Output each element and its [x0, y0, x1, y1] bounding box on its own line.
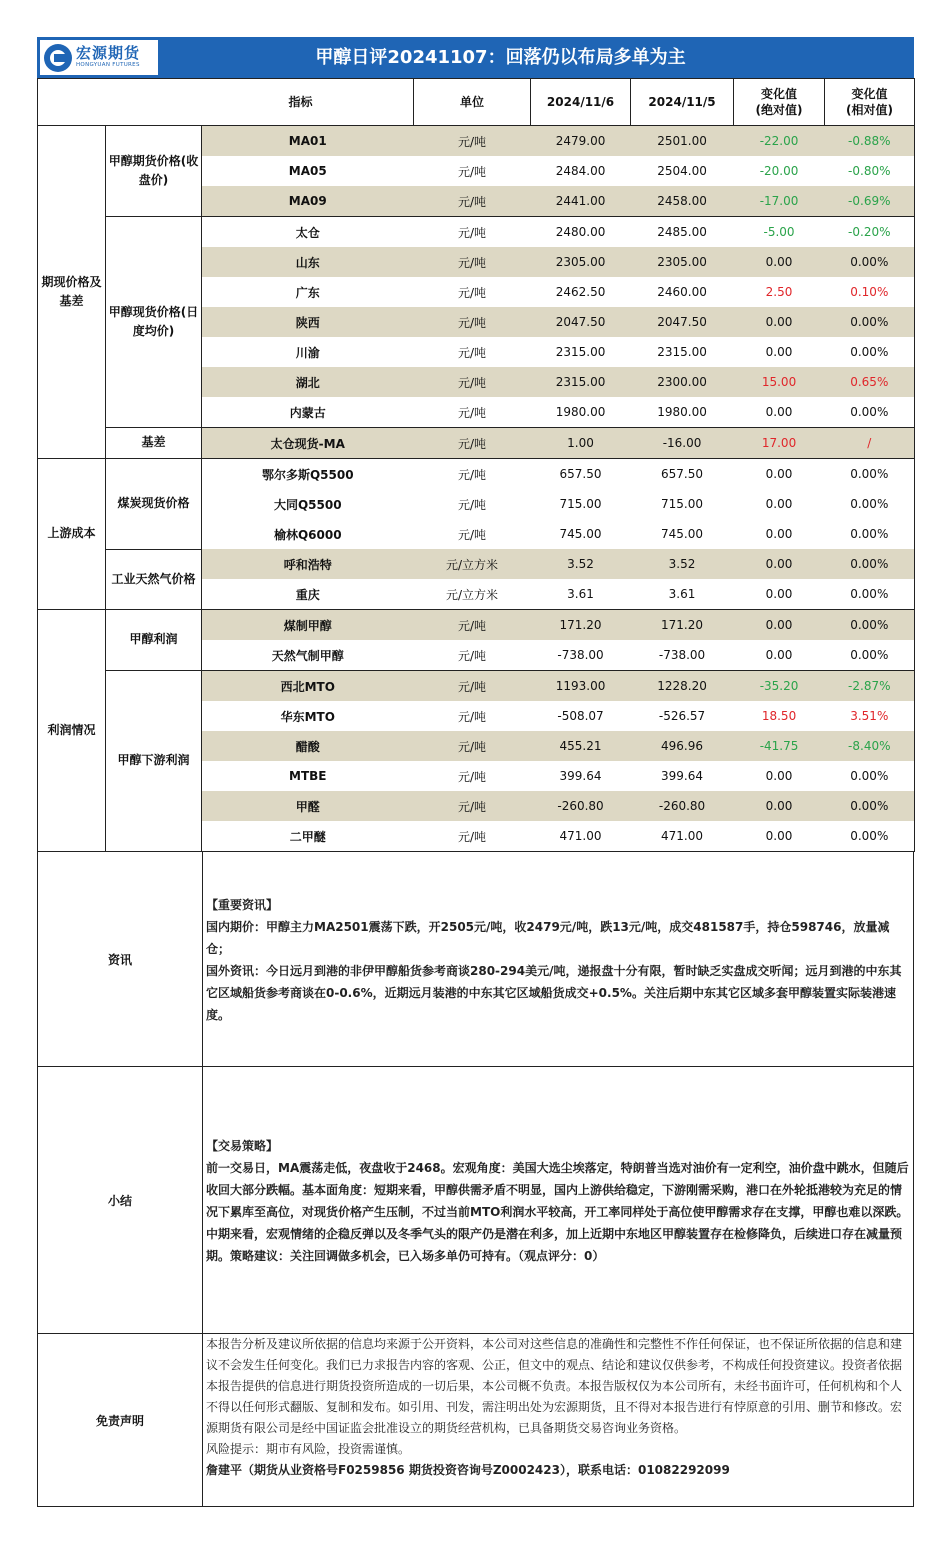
- col-rel-change: 变化值 (相对值): [825, 79, 915, 126]
- abs-change: 0.00: [765, 467, 793, 481]
- value-date2: 496.96: [631, 731, 734, 761]
- rel-change: -0.20%: [825, 217, 915, 248]
- abs-change: 17.00: [734, 428, 825, 459]
- unit-cell: 元/吨: [414, 671, 531, 702]
- rel-change: 0.00%: [825, 397, 915, 428]
- value-date1: -508.07: [557, 709, 604, 723]
- value-date1: 3.52: [531, 549, 631, 579]
- report: [37, 37, 914, 1507]
- unit-cell: 元/立方米: [414, 549, 531, 579]
- value-date1: 2047.50: [531, 307, 631, 337]
- col-abs-change: 变化值 (绝对值): [734, 79, 825, 126]
- abs-change: -41.75: [734, 731, 825, 761]
- abs-change: 0.00: [734, 579, 825, 610]
- rel-change: 0.00%: [825, 247, 915, 277]
- value-date1: 2480.00: [555, 225, 606, 239]
- rel-change: 0.10%: [825, 277, 915, 307]
- indicator-name: 太仓现货-MA: [202, 428, 414, 459]
- unit-cell: 元/吨: [458, 769, 487, 784]
- unit-cell: 元/吨: [414, 821, 531, 852]
- disclaimer-body: [203, 1334, 913, 1506]
- abs-change: 0.00: [734, 397, 825, 428]
- unit-cell: 元/吨: [458, 164, 487, 179]
- value-date1: 2305.00: [531, 247, 631, 277]
- value-date1: 3.61: [531, 579, 631, 610]
- unit-cell: 元/吨: [458, 467, 487, 482]
- summary-section: [37, 1067, 914, 1334]
- table-row: [38, 428, 915, 459]
- value-date2: -260.80: [631, 791, 734, 821]
- col-unit: 单位: [414, 79, 531, 126]
- value-date2: 1228.20: [631, 671, 734, 702]
- value-date2: 3.61: [631, 579, 734, 610]
- value-date1: 745.00: [559, 527, 602, 541]
- summary-text: 前一交易日，MA震荡走低，夜盘收于2468。宏观角度：美国大选尘埃落定，特朗普当选对油价有一定利空，油价盘中跳水，但随后收回大部分跌幅。基本面角度：短期来看，甲醇供需矛盾不明显，国内上游供给稳定，下游刚需采购，港口在外轮抵港较为充足的情况下累库至高位，对现货价格产生压制，不过当前MTO利润水平较高，开工率同样处于高位使甲醇需求存在支撑，甲醇也难以深跌。中期来看，宏观情绪的企稳反弹以及冬季气头的限产仍是潜在利多，加上近期中东地区甲醇装置存在检修降负，后续进口存在减量预期。策略建议：关注回调做多机会，已入场多单仍可持有。（观点评分：0）: [206, 1161, 909, 1263]
- summary-label: 小结: [38, 1067, 203, 1333]
- value-date2: 715.00: [661, 497, 704, 511]
- value-date1: 171.20: [531, 610, 631, 641]
- table-row: [38, 217, 915, 248]
- rel-change: 0.00%: [825, 337, 915, 367]
- value-date2: 2047.50: [631, 307, 734, 337]
- company-logo: [40, 40, 158, 75]
- indicator-name: 醋酸: [202, 731, 414, 761]
- value-date2: 3.52: [631, 549, 734, 579]
- unit-cell: 元/吨: [414, 126, 531, 157]
- value-date1: 455.21: [531, 731, 631, 761]
- indicator-name: MTBE: [289, 769, 327, 783]
- value-date1: 2441.00: [531, 186, 631, 217]
- value-date1: 657.50: [559, 467, 602, 481]
- indicator-name: 太仓: [295, 225, 320, 240]
- value-date2: 2315.00: [657, 345, 707, 359]
- value-date2: 2460.00: [657, 285, 707, 299]
- indicator-name: 华东MTO: [280, 709, 335, 724]
- news-section: [37, 852, 914, 1067]
- indicator-name: 呼和浩特: [202, 549, 414, 579]
- group-label: 期现价格及基差: [38, 126, 106, 459]
- unit-cell: 元/吨: [458, 225, 487, 240]
- value-date2: 2504.00: [657, 164, 707, 178]
- indicator-name: 内蒙古: [202, 397, 414, 428]
- abs-change: 2.50: [765, 285, 793, 299]
- indicator-name: 重庆: [202, 579, 414, 610]
- unit-cell: 元/吨: [414, 428, 531, 459]
- logo-name-en: HONGYUAN FUTURES: [76, 62, 140, 69]
- abs-change: 0.00: [765, 769, 793, 783]
- indicator-name: 陕西: [202, 307, 414, 337]
- value-date1: 399.64: [559, 769, 602, 783]
- value-date1: 1.00: [531, 428, 631, 459]
- news-label: 资讯: [38, 852, 203, 1066]
- abs-change: 0.00: [765, 527, 793, 541]
- value-date2: 171.20: [631, 610, 734, 641]
- subgroup-label: 甲醇现货价格(日度均价): [106, 217, 202, 428]
- abs-change: 0.00: [765, 497, 793, 511]
- analyst-contact: 詹建平（期货从业资格号F0259856 期货投资咨询号Z0002423），联系电话：01082292099: [206, 1463, 730, 1477]
- value-date2: 2501.00: [631, 126, 734, 157]
- value-date2: -526.57: [658, 709, 706, 723]
- value-date1: 1980.00: [531, 397, 631, 428]
- rel-change: 0.00%: [825, 519, 915, 549]
- rel-change: 0.00%: [825, 610, 915, 641]
- indicator-name: 煤制甲醇: [202, 610, 414, 641]
- news-foreign: 国外资讯：今日远月到港的非伊甲醇船货参考商谈280-294美元/吨，递报盘十分有限，暂时缺乏实盘成交听闻；远月到港的中东其它区域船货参考商谈在0-0.6%，近期远月装港的中东其它区域船货成交+0.5%。关注后期中东其它区域多套甲醇装置实际装港速度。: [206, 964, 902, 1022]
- unit-cell: 元/吨: [414, 731, 531, 761]
- rel-change: 3.51%: [825, 701, 915, 731]
- indicator-name: 山东: [202, 247, 414, 277]
- value-date1: 2315.00: [555, 345, 606, 359]
- abs-change: 0.00: [734, 549, 825, 579]
- unit-cell: 元/吨: [414, 307, 531, 337]
- unit-cell: 元/立方米: [414, 579, 531, 610]
- title-bar: [37, 37, 914, 78]
- value-date1: 2479.00: [531, 126, 631, 157]
- summary-heading: 【交易策略】: [206, 1139, 279, 1153]
- col-indicator: 指标: [38, 79, 414, 126]
- rel-change: 0.00%: [825, 549, 915, 579]
- rel-change: -8.40%: [825, 731, 915, 761]
- indicator-name: 甲醛: [202, 791, 414, 821]
- abs-change: -22.00: [734, 126, 825, 157]
- value-date2: 2485.00: [657, 225, 707, 239]
- news-heading: 【重要资讯】: [206, 898, 279, 912]
- value-date1: 2315.00: [531, 367, 631, 397]
- report-title: 甲醇日评20241107：回落仍以布局多单为主: [315, 47, 686, 68]
- subgroup-label: 工业天然气价格: [106, 549, 202, 610]
- abs-change: 18.50: [761, 709, 797, 723]
- news-body: [203, 852, 913, 1066]
- group-label: 利润情况: [38, 610, 106, 852]
- disclaimer-text: 本报告分析及建议所依据的信息均来源于公开资料，本公司对这些信息的准确性和完整性不作任何保证，也不保证所依据的信息和建议不会发生任何变化。我们已力求报告内容的客观、公正，但文中的观点、结论和建议仅供参考，不构成任何投资建议。投资者依据本报告提供的信息进行期货投资所造成的一切后果，本公司概不负责。本报告版权仅为本公司所有，未经书面许可，任何机构和个人不得以任何形式翻版、复制和发布。如引用、刊发，需注明出处为宏源期货，且不得对本报告进行有悖原意的引用、删节和修改。宏源期货有限公司是经中国证监会批准设立的期货经营机构，已具备期货交易咨询业务资格。: [206, 1337, 903, 1435]
- rel-change: -0.88%: [825, 126, 915, 157]
- indicator-name: 天然气制甲醇: [202, 640, 414, 671]
- col-date1: 2024/11/6: [531, 79, 631, 126]
- value-date1: 2484.00: [555, 164, 606, 178]
- unit-cell: 元/吨: [414, 791, 531, 821]
- risk-warning: 风险提示：期市有风险，投资需谨慎。: [206, 1442, 411, 1456]
- rel-change: 0.65%: [825, 367, 915, 397]
- indicator-name: 大同Q5500: [273, 497, 342, 512]
- unit-cell: 元/吨: [458, 527, 487, 542]
- unit-cell: 元/吨: [414, 610, 531, 641]
- value-date2: 399.64: [661, 769, 704, 783]
- table-row: [38, 126, 915, 157]
- rel-change: -0.80%: [825, 156, 915, 186]
- indicator-name: 鄂尔多斯Q5500: [261, 467, 354, 482]
- abs-change: -20.00: [759, 164, 799, 178]
- unit-cell: 元/吨: [414, 640, 531, 671]
- abs-change: 0.00: [734, 610, 825, 641]
- col-date2: 2024/11/5: [631, 79, 734, 126]
- abs-change: 0.00: [734, 821, 825, 852]
- rel-change: 0.00%: [825, 761, 915, 791]
- value-date2: 657.50: [661, 467, 704, 481]
- abs-change: 0.00: [734, 247, 825, 277]
- abs-change: 0.00: [765, 345, 793, 359]
- unit-cell: 元/吨: [414, 247, 531, 277]
- value-date1: 471.00: [531, 821, 631, 852]
- rel-change: 0.00%: [825, 791, 915, 821]
- value-date2: 745.00: [661, 527, 704, 541]
- abs-change: 0.00: [734, 307, 825, 337]
- abs-change: 0.00: [734, 791, 825, 821]
- rel-change: 0.00%: [825, 459, 915, 490]
- value-date2: 471.00: [631, 821, 734, 852]
- rel-change: -0.69%: [825, 186, 915, 217]
- indicator-name: 广东: [295, 285, 320, 300]
- unit-cell: 元/吨: [414, 186, 531, 217]
- indicator-name: MA01: [202, 126, 414, 157]
- unit-cell: 元/吨: [414, 397, 531, 428]
- indicator-table: [37, 78, 915, 852]
- value-date2: 2300.00: [631, 367, 734, 397]
- value-date2: 2458.00: [631, 186, 734, 217]
- subgroup-label: 甲醇期货价格(收盘价): [106, 126, 202, 217]
- indicator-name: 榆林Q6000: [273, 527, 342, 542]
- rel-change: 0.00%: [825, 640, 915, 671]
- indicator-name: MA05: [288, 164, 327, 178]
- subgroup-label: 甲醇利润: [106, 610, 202, 671]
- value-date1: -738.00: [531, 640, 631, 671]
- table-header: [38, 79, 915, 126]
- rel-change: 0.00%: [825, 307, 915, 337]
- subgroup-label: 基差: [106, 428, 202, 459]
- unit-cell: 元/吨: [414, 367, 531, 397]
- disclaimer-label: 免责声明: [38, 1334, 203, 1506]
- abs-change: -35.20: [734, 671, 825, 702]
- rel-change: /: [825, 428, 915, 459]
- value-date2: -738.00: [631, 640, 734, 671]
- table-row: [38, 610, 915, 641]
- unit-cell: 元/吨: [458, 345, 487, 360]
- subgroup-label: 甲醇下游利润: [106, 671, 202, 852]
- unit-cell: 元/吨: [458, 285, 487, 300]
- disclaimer-section: [37, 1334, 914, 1507]
- logo-name-cn: 宏源期货: [76, 44, 141, 63]
- value-date2: 1980.00: [631, 397, 734, 428]
- indicator-name: 西北MTO: [202, 671, 414, 702]
- value-date1: -260.80: [531, 791, 631, 821]
- abs-change: 15.00: [734, 367, 825, 397]
- table-row: [38, 549, 915, 579]
- indicator-name: 湖北: [202, 367, 414, 397]
- logo-mark-icon: [44, 44, 72, 72]
- indicator-name: 二甲醚: [202, 821, 414, 852]
- abs-change: 0.00: [734, 640, 825, 671]
- summary-body: [203, 1067, 913, 1333]
- value-date2: 2305.00: [631, 247, 734, 277]
- rel-change: 0.00%: [825, 821, 915, 852]
- rel-change: 0.00%: [825, 489, 915, 519]
- table-row: [38, 459, 915, 490]
- table-row: [38, 671, 915, 702]
- value-date1: 1193.00: [531, 671, 631, 702]
- rel-change: -2.87%: [825, 671, 915, 702]
- group-label: 上游成本: [38, 459, 106, 610]
- unit-cell: 元/吨: [458, 709, 487, 724]
- rel-change: 0.00%: [825, 579, 915, 610]
- subgroup-label: 煤炭现货价格: [106, 459, 202, 550]
- abs-change: -5.00: [763, 225, 795, 239]
- unit-cell: 元/吨: [458, 497, 487, 512]
- abs-change: -17.00: [734, 186, 825, 217]
- news-domestic: 国内期价：甲醇主力MA2501震荡下跌，开2505元/吨，收2479元/吨，跌13元/吨，成交481587手，持仓598746，放量减仓；: [206, 920, 890, 956]
- value-date1: 2462.50: [555, 285, 606, 299]
- value-date2: -16.00: [631, 428, 734, 459]
- value-date1: 715.00: [559, 497, 602, 511]
- indicator-name: 川渝: [295, 345, 320, 360]
- indicator-name: MA09: [202, 186, 414, 217]
